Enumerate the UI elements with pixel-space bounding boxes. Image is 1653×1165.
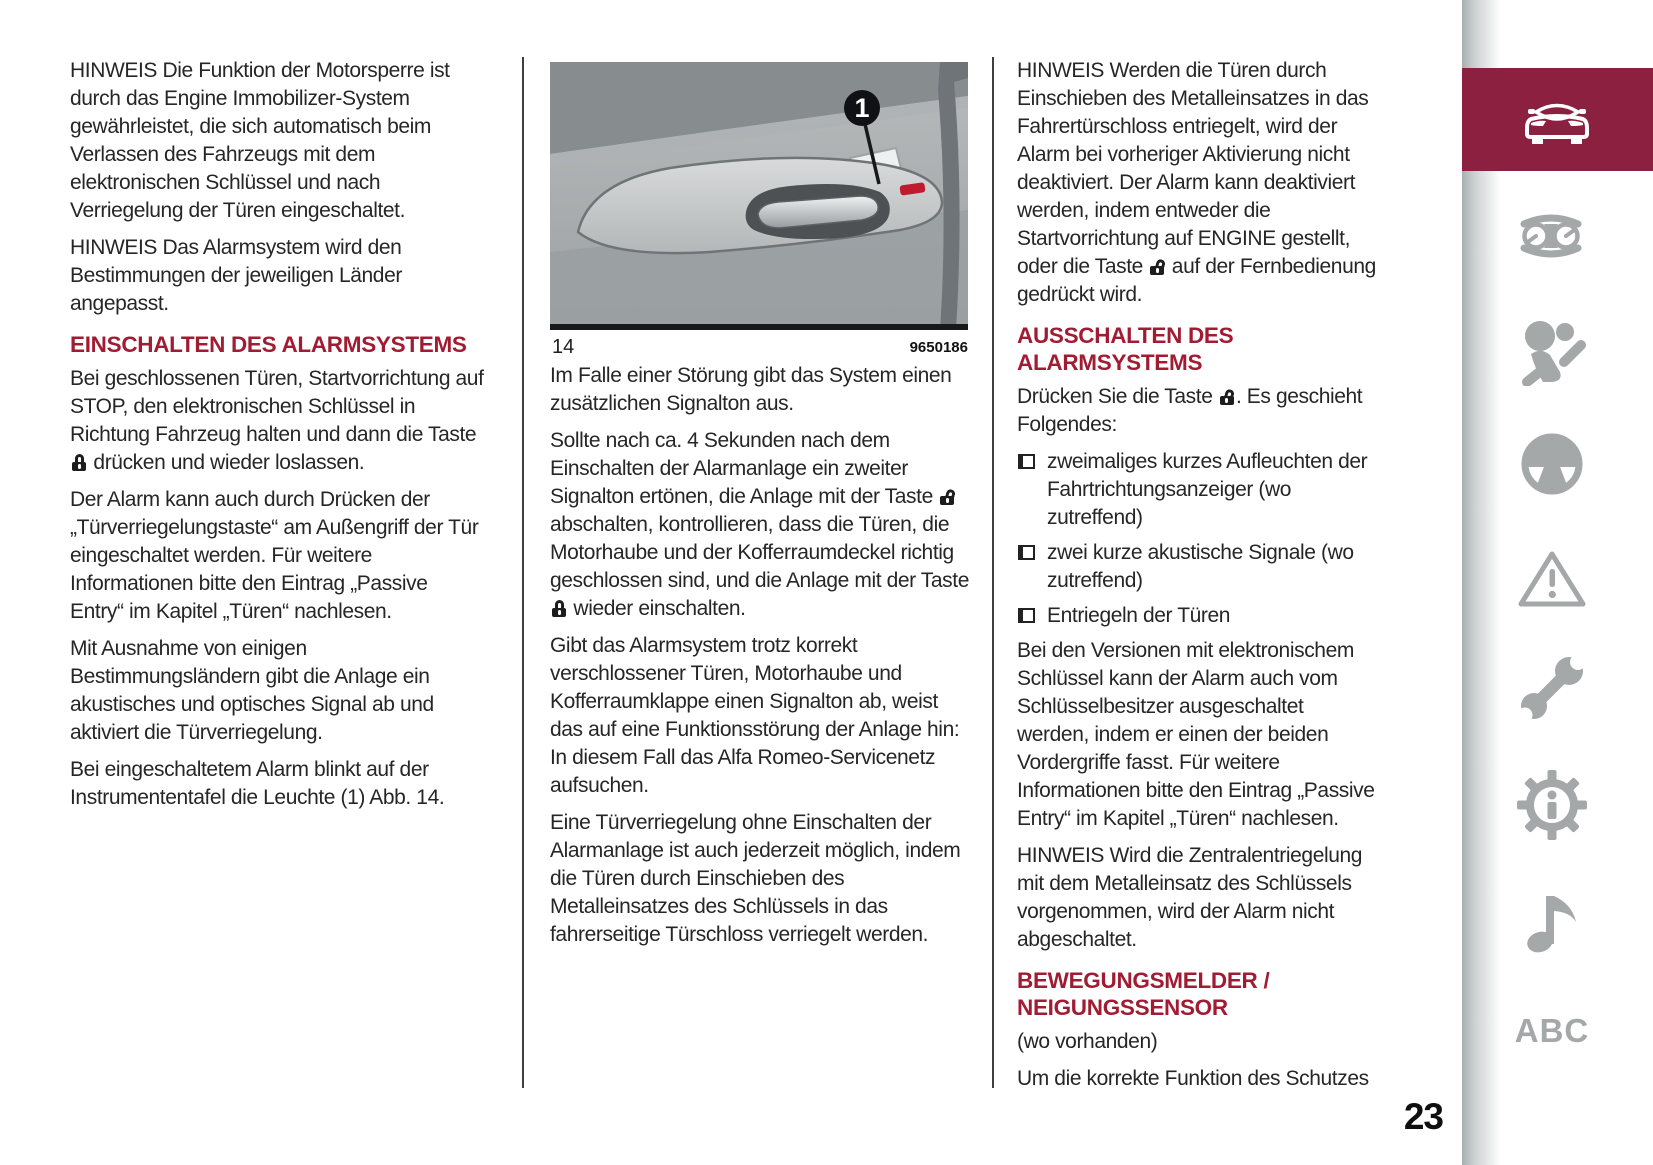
- paragraph: Bei den Versionen mit elektronischem Schlüssel kann der Alarm auch vom Schlüsselbesitzer ausgeschaltet werden, indem er einen der beiden Vordergriffe fasst. Für weitere Informationen bitte den Eintrag „Passive Entry“ im Kapitel „Türen“ nachlesen.: [1017, 639, 1375, 830]
- figure-bottom-border: [550, 324, 968, 330]
- lock-open-icon: [940, 488, 954, 505]
- figure-caption-row: [550, 336, 968, 358]
- gear-info-icon[interactable]: [1517, 770, 1587, 840]
- warning-triangle-icon[interactable]: [1517, 548, 1587, 610]
- paragraph: HINWEIS Werden die Türen durch Einschieben des Metalleinsatzes in das Fahrertürschloss entriegelt, wird der Alarm bei vorheriger Aktivierung nicht deaktiviert. Der Alarm kann deaktiviert werden, indem entweder die Startvorrichtung auf ENGINE gestellt, oder die Taste auf der Fernbedienung gedrückt wird.: [1017, 59, 1376, 306]
- section-heading-einschalten: EINSCHALTEN DES ALARMSYSTEMS: [70, 332, 467, 357]
- page-number: 23: [1403, 1096, 1443, 1137]
- bullet-item: zwei kurze akustische Signale (wo zutreffend): [1017, 539, 1379, 595]
- paragraph: HINWEIS Wird die Zentralentriegelung mit dem Metalleinsatz des Schlüssels vorgenommen, wird der Alarm nicht abgeschaltet.: [1017, 844, 1363, 951]
- lock-open-icon: [1150, 258, 1164, 275]
- section-heading-ausschalten: AUSSCHALTEN DES ALARMSYSTEMS: [1017, 323, 1234, 375]
- sidebar-tab-vehicle[interactable]: [1462, 68, 1653, 171]
- paragraph: Im Falle einer Störung gibt das System einen zusätzlichen Signalton aus.: [550, 364, 952, 415]
- column-middle: [550, 362, 970, 958]
- lock-open-icon: [1220, 388, 1234, 405]
- column-divider: [992, 57, 994, 1088]
- section-heading-bewegungsmelder: BEWEGUNGSMELDER / NEIGUNGSSENSOR: [1017, 968, 1270, 1020]
- abc-index-label[interactable]: ABC: [1514, 1012, 1590, 1049]
- bullet-item: Entriegeln der Türen: [1017, 602, 1379, 630]
- figure-code: 9650186: [909, 339, 968, 356]
- music-note-icon[interactable]: [1520, 884, 1584, 956]
- paragraph: HINWEIS Das Alarmsystem wird den Bestimmungen der jeweiligen Länder angepasst.: [70, 236, 402, 315]
- column-right: [1017, 57, 1379, 1102]
- column-left: [70, 57, 485, 821]
- figure-number: 14: [552, 336, 575, 358]
- paragraph: Mit Ausnahme von einigen Bestimmungsländern gibt die Anlage ein akustisches und optisches Signal ab und aktiviert die Türverriegelung.: [70, 637, 434, 744]
- paragraph: Bei eingeschaltetem Alarm blinkt auf der Instrumententafel die Leuchte (1) Abb. 14.: [70, 758, 445, 809]
- lock-closed-icon: [72, 454, 86, 471]
- paragraph: Bei geschlossenen Türen, Startvorrichtung auf STOP, den elektronischen Schlüssel in Richtung Fahrzeug halten und dann die Taste drücken und wieder loslassen.: [70, 367, 484, 474]
- page-edge-shadow: [1462, 0, 1506, 1165]
- column-divider: [522, 57, 524, 1088]
- bullet-item: zweimaliges kurzes Aufleuchten der Fahrtrichtungsanzeiger (wo zutreffend): [1017, 448, 1379, 532]
- paragraph: Um die korrekte Funktion des Schutzes: [1017, 1067, 1369, 1090]
- airbag-safety-icon[interactable]: [1515, 312, 1589, 386]
- steering-wheel-icon[interactable]: [1518, 430, 1586, 498]
- wrench-icon[interactable]: [1514, 650, 1590, 726]
- lock-closed-icon: [552, 600, 566, 617]
- paragraph: Eine Türverriegelung ohne Einschalten der Alarmanlage ist auch jederzeit möglich, indem die Türen durch Einschieben des Metalleinsatzes des Schlüssels in das fahrerseitige Türschloss verriegelt werden.: [550, 811, 961, 946]
- car-icon: [1519, 92, 1595, 148]
- paragraph: Der Alarm kann auch durch Drücken der „Türverriegelungstaste“ am Außengriff der Tür eingeschaltet werden. Für weitere Informationen bitte den Eintrag „Passive Entry“ im Kapitel „Türen“ nachlesen.: [70, 488, 479, 623]
- callout-number: 1: [854, 93, 870, 123]
- instrument-cluster-icon[interactable]: [1512, 210, 1590, 262]
- door-handle-figure: [550, 62, 968, 330]
- paragraph: Drücken Sie die Taste . Es geschieht Folgendes:: [1017, 385, 1363, 436]
- paragraph: (wo vorhanden): [1017, 1030, 1158, 1053]
- paragraph: HINWEIS Die Funktion der Motorsperre ist durch das Engine Immobilizer-System gewährleistet, die sich automatisch beim Verlassen des Fahrzeugs mit dem elektronischen Schlüssel und nach Verriegelung der Türen eingeschaltet.: [70, 59, 450, 222]
- paragraph: Sollte nach ca. 4 Sekunden nach dem Einschalten der Alarmanlage ein zweiter Signalton ertönen, die Anlage mit der Taste abschalten, kontrollieren, dass die Türen, die Motorhaube und der Kofferraumdeckel richtig geschlossen sind, und die Anlage mit der Taste wieder einschalten.: [550, 429, 969, 620]
- paragraph: Gibt das Alarmsystem trotz korrekt verschlossener Türen, Motorhaube und Kofferraumklappe einen Signalton ab, weist das auf eine Funktionsstörung der Anlage hin: In diesem Fall das Alfa Romeo-Servicenetz aufsuchen.: [550, 634, 960, 797]
